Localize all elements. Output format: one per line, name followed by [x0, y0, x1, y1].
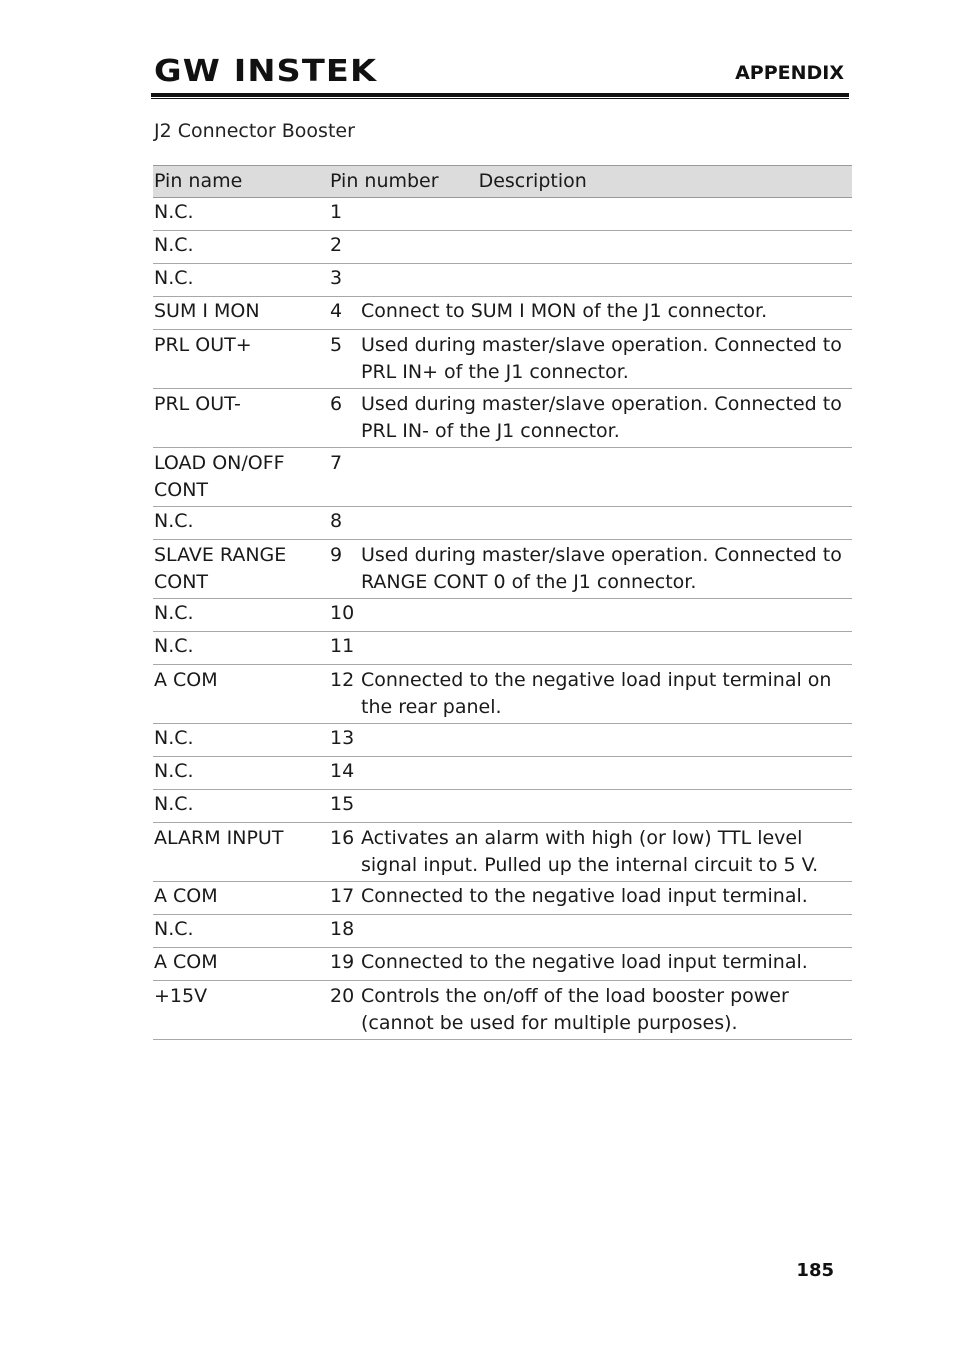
pin-number-cell: 4 — [329, 297, 360, 330]
pin-name-cell: N.C. — [153, 632, 329, 665]
table-row — [153, 915, 852, 948]
pin-number-cell: 15 — [329, 790, 360, 823]
pin-number-cell: 3 — [329, 264, 360, 297]
description-cell — [360, 724, 852, 757]
gw-instek-logo: GW INSTEK — [154, 54, 378, 89]
table-row — [153, 724, 852, 757]
description-cell — [360, 599, 852, 632]
pin-number-cell: 6 — [329, 389, 360, 448]
description-cell — [360, 507, 852, 540]
table-row — [153, 389, 852, 448]
pin-name-cell: A COM — [153, 882, 329, 915]
pin-name-cell: LOAD ON/OFF CONT — [153, 448, 329, 507]
pin-number-cell: 11 — [329, 632, 360, 665]
table-row — [153, 665, 852, 724]
pin-name-cell: N.C. — [153, 231, 329, 264]
table-row — [153, 981, 852, 1040]
header-rule-thin — [151, 98, 849, 99]
header-pin-name: Pin name — [153, 166, 329, 198]
table-row — [153, 198, 852, 231]
pin-number-cell: 5 — [329, 330, 360, 389]
pin-name-cell: PRL OUT+ — [153, 330, 329, 389]
table-row — [153, 507, 852, 540]
table-row — [153, 540, 852, 599]
pin-number-cell: 2 — [329, 231, 360, 264]
table-row — [153, 823, 852, 882]
description-cell: Used during master/slave operation. Connected to PRL IN+ of the J1 connector. — [360, 330, 852, 389]
pin-name-cell: N.C. — [153, 790, 329, 823]
pin-name-cell: +15V — [153, 981, 329, 1040]
pin-name-cell: N.C. — [153, 264, 329, 297]
table-row — [153, 948, 852, 981]
header-pin-number: Pin number — [330, 170, 439, 192]
description-cell — [360, 790, 852, 823]
pin-name-cell: N.C. — [153, 507, 329, 540]
pin-table-body — [153, 198, 852, 1040]
table-row — [153, 757, 852, 790]
description-cell — [360, 632, 852, 665]
table-row — [153, 882, 852, 915]
description-cell: Used during master/slave operation. Connected to RANGE CONT 0 of the J1 connector. — [360, 540, 852, 599]
pin-number-cell: 13 — [329, 724, 360, 757]
pin-name-cell: N.C. — [153, 198, 329, 231]
table-row — [153, 297, 852, 330]
pin-number-cell: 9 — [329, 540, 360, 599]
pin-number-cell: 1 — [329, 198, 360, 231]
description-cell: Used during master/slave operation. Connected to PRL IN- of the J1 connector. — [360, 389, 852, 448]
pin-name-cell: N.C. — [153, 757, 329, 790]
pin-number-cell: 19 — [329, 948, 360, 981]
pin-number-cell: 18 — [329, 915, 360, 948]
table-caption: J2 Connector Booster — [154, 120, 355, 142]
pin-number-cell: 20 — [329, 981, 360, 1040]
pin-number-cell: 8 — [329, 507, 360, 540]
description-cell — [360, 264, 852, 297]
table-row — [153, 330, 852, 389]
pin-number-cell: 10 — [329, 599, 360, 632]
pin-number-cell: 7 — [329, 448, 360, 507]
pin-name-cell: SLAVE RANGE CONT — [153, 540, 329, 599]
header-rule — [151, 93, 849, 97]
header-pin-number-description — [329, 166, 852, 198]
page-number: 185 — [796, 1260, 834, 1281]
pin-name-cell: A COM — [153, 948, 329, 981]
pin-number-cell: 17 — [329, 882, 360, 915]
header-description: Description — [478, 170, 587, 192]
pin-name-cell: N.C. — [153, 915, 329, 948]
description-cell: Connect to SUM I MON of the J1 connector. — [360, 297, 852, 330]
section-title: APPENDIX — [735, 62, 844, 84]
table-row — [153, 264, 852, 297]
pin-name-cell: ALARM INPUT — [153, 823, 329, 882]
pin-name-cell: N.C. — [153, 599, 329, 632]
description-cell — [360, 231, 852, 264]
description-cell — [360, 757, 852, 790]
pin-number-cell: 14 — [329, 757, 360, 790]
pin-name-cell: A COM — [153, 665, 329, 724]
table-row — [153, 599, 852, 632]
table-row — [153, 790, 852, 823]
pin-name-cell: SUM I MON — [153, 297, 329, 330]
table-row — [153, 448, 852, 507]
table-row — [153, 632, 852, 665]
description-cell: Controls the on/off of the load booster power (cannot be used for multiple purposes). — [360, 981, 852, 1040]
description-cell: Activates an alarm with high (or low) TTL level signal input. Pulled up the internal circuit to 5 V. — [360, 823, 852, 882]
pin-table — [153, 165, 852, 1040]
table-header-row — [153, 166, 852, 198]
description-cell: Connected to the negative load input terminal. — [360, 948, 852, 981]
description-cell — [360, 448, 852, 507]
pin-number-cell: 12 — [329, 665, 360, 724]
description-cell — [360, 915, 852, 948]
pin-number-cell: 16 — [329, 823, 360, 882]
pin-name-cell: N.C. — [153, 724, 329, 757]
pin-name-cell: PRL OUT- — [153, 389, 329, 448]
description-cell: Connected to the negative load input terminal on the rear panel. — [360, 665, 852, 724]
table-row — [153, 231, 852, 264]
description-cell: Connected to the negative load input terminal. — [360, 882, 852, 915]
description-cell — [360, 198, 852, 231]
